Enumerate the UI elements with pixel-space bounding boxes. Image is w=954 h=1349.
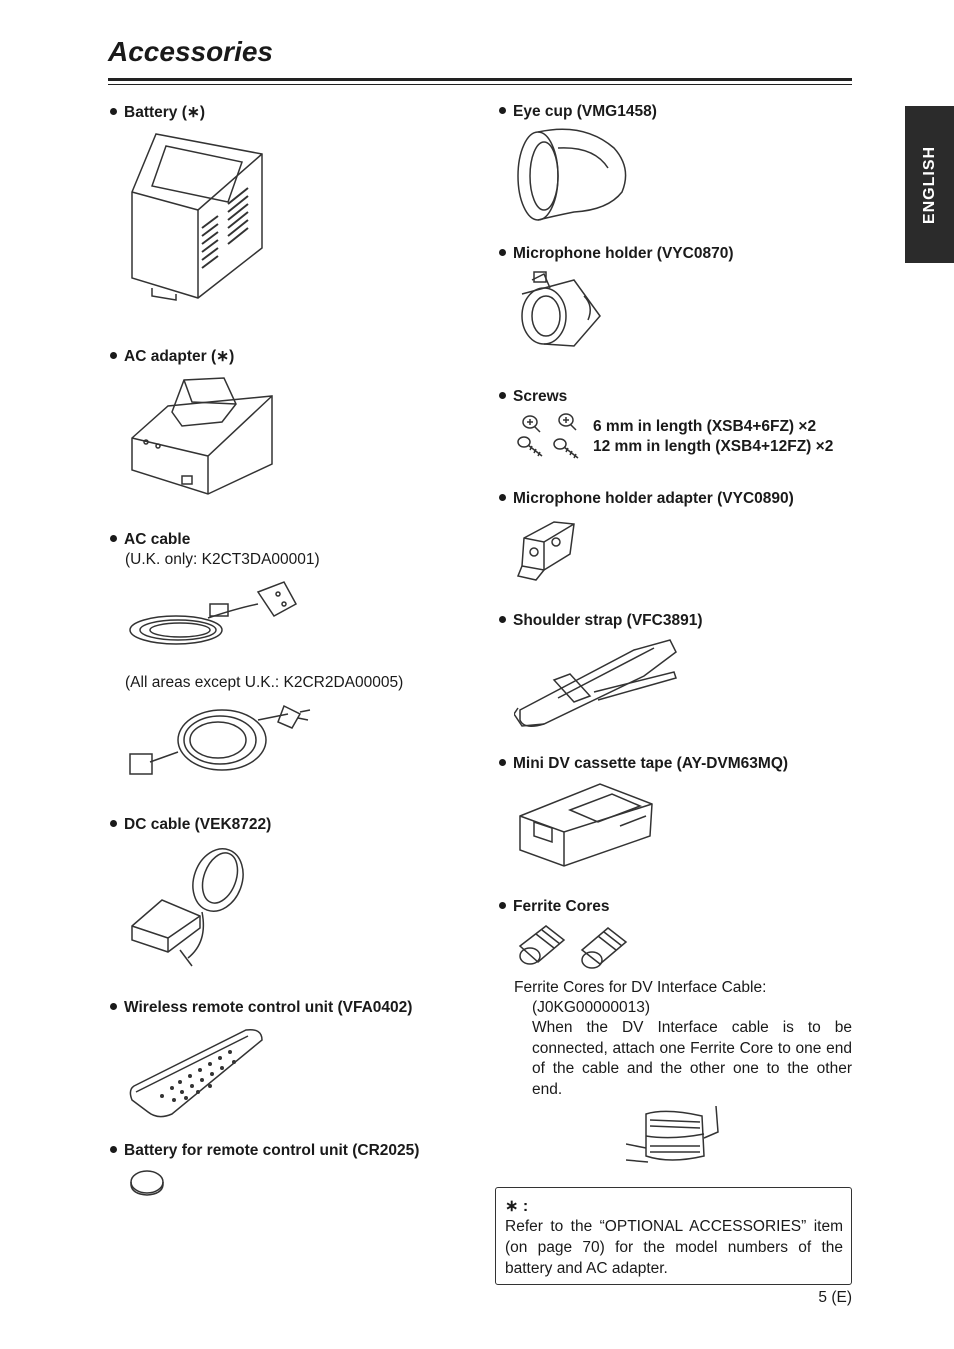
dc-cable-illustration	[128, 842, 268, 968]
footnote-text: Refer to the “OPTIONAL ACCESSORIES” item (on page 70) for the model numbers of the battery and AC adapter.	[505, 1218, 843, 1277]
footnote-box	[495, 1187, 852, 1285]
screw-12mm-spec: 12 mm in length (XSB4+12FZ) ×2	[593, 438, 834, 455]
bullet-icon	[110, 1003, 117, 1010]
battery-label: Battery (∗)	[110, 103, 205, 122]
remote-label: Wireless remote control unit (VFA0402)	[110, 999, 412, 1017]
ac-cable-other-part: (All areas except U.K.: K2CR2DA00005)	[125, 674, 404, 691]
page-number: 5 (E)	[818, 1289, 852, 1306]
ferrite-instructions: When the DV Interface cable is to be connected, attach one Ferrite Core to one end of the cable and the other one to the other end.	[532, 1019, 852, 1098]
bullet-icon	[499, 249, 506, 256]
ferrite-cores-illustration	[516, 922, 632, 976]
ac-cable-other-illustration	[128, 700, 312, 784]
strap-illustration	[514, 636, 678, 734]
bullet-icon	[110, 352, 117, 359]
bullet-icon	[110, 108, 117, 115]
ac-cable-uk-part: (U.K. only: K2CT3DA00001)	[125, 551, 320, 568]
mic-adapter-label: Microphone holder adapter (VYC0890)	[499, 490, 794, 508]
bullet-icon	[499, 902, 506, 909]
bullet-icon	[499, 107, 506, 114]
eye-cup-illustration	[514, 128, 630, 222]
language-tab	[905, 106, 954, 263]
ac-adapter-label: AC adapter (∗)	[110, 347, 234, 366]
mic-holder-label: Microphone holder (VYC0870)	[499, 245, 733, 263]
eye-cup-label: Eye cup (VMG1458)	[499, 103, 657, 121]
ferrite-on-cable-illustration	[626, 1104, 722, 1176]
bullet-icon	[110, 820, 117, 827]
bullet-icon	[499, 494, 506, 501]
footnote-symbol: ∗ :	[505, 1198, 529, 1215]
ferrite-part-number: (J0KG00000013)	[532, 999, 651, 1016]
dc-cable-label: DC cable (VEK8722)	[110, 816, 271, 834]
remote-illustration	[128, 1026, 266, 1120]
bullet-icon	[110, 535, 117, 542]
mic-adapter-illustration	[514, 514, 580, 582]
ac-cable-uk-illustration	[128, 578, 298, 654]
bullet-icon	[499, 616, 506, 623]
title-rule-thin	[108, 84, 852, 85]
screws-illustration	[516, 412, 584, 464]
ac-adapter-illustration	[128, 372, 278, 498]
tape-label: Mini DV cassette tape (AY-DVM63MQ)	[499, 755, 788, 773]
bullet-icon	[499, 392, 506, 399]
mic-holder-illustration	[514, 270, 604, 350]
bullet-icon	[110, 1146, 117, 1153]
bullet-icon	[499, 759, 506, 766]
ferrite-usage-heading: Ferrite Cores for DV Interface Cable:	[514, 979, 767, 996]
language-tab-label: ENGLISH	[920, 145, 938, 224]
tape-illustration	[516, 780, 656, 868]
screw-6mm-spec: 6 mm in length (XSB4+6FZ) ×2	[593, 418, 817, 435]
ac-cable-label: AC cable	[110, 531, 190, 549]
ferrite-label: Ferrite Cores	[499, 898, 609, 916]
coin-battery-illustration	[128, 1168, 166, 1198]
title-rule-thick	[108, 78, 852, 81]
battery-illustration	[128, 128, 268, 306]
strap-label: Shoulder strap (VFC3891)	[499, 612, 703, 630]
page-title: Accessories	[108, 36, 274, 67]
remote-battery-label: Battery for remote control unit (CR2025)	[110, 1142, 419, 1160]
screws-label: Screws	[499, 388, 567, 406]
